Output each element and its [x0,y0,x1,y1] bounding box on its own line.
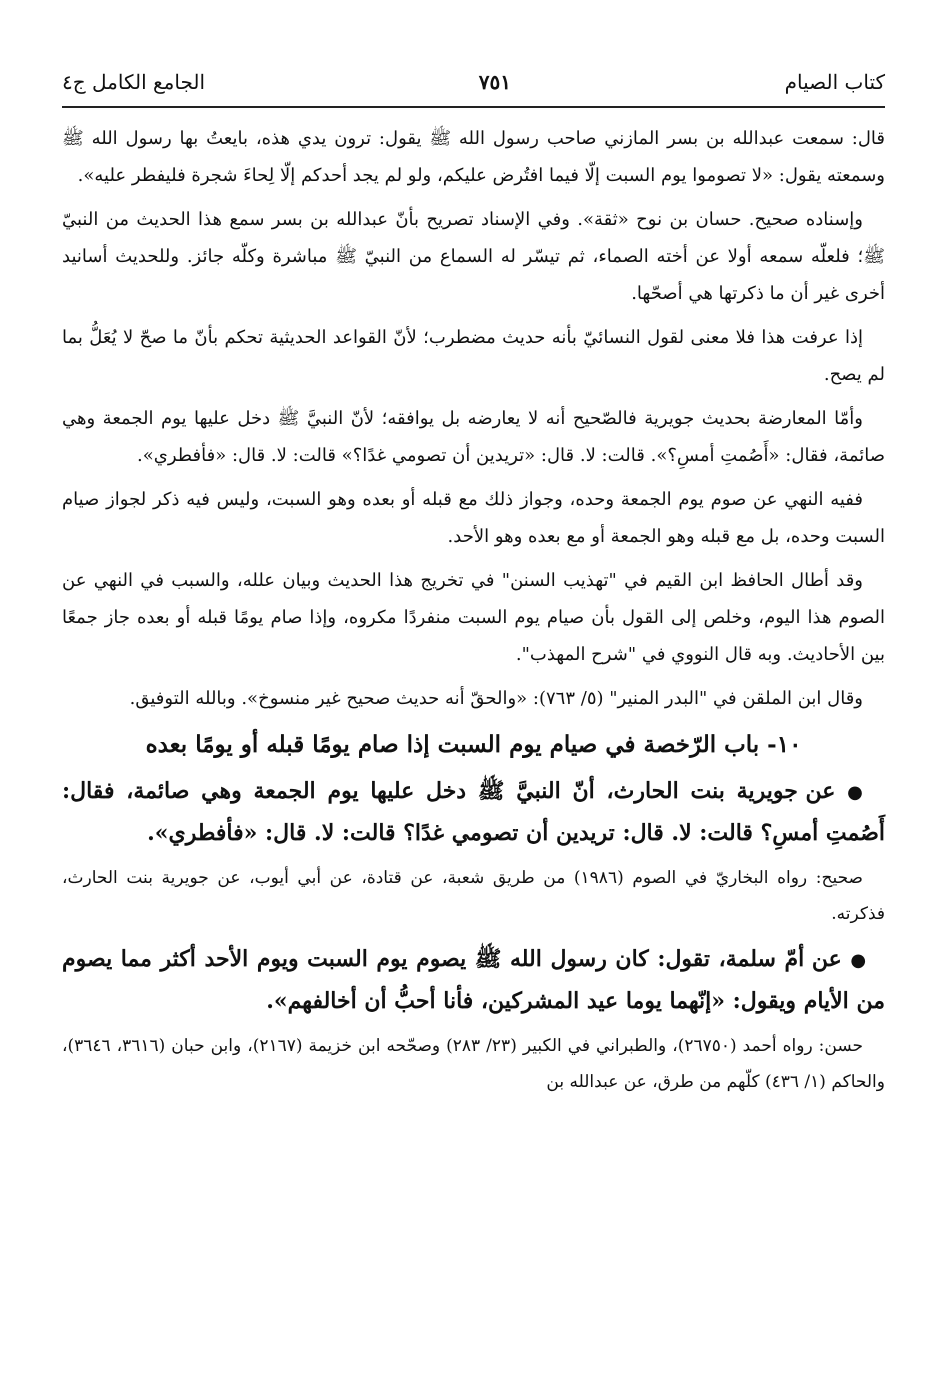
header-divider [62,106,885,108]
paragraph-ibn-qayyim: وقد أطال الحافظ ابن القيم في "تهذيب السنن" في تخريج هذا الحديث وبيان علله، والسبب في النهي عن الصوم هذا اليوم، وخلص إلى القول بأن صيام يوم السبت منفردًا مكروه، وإذا صام يومًا قبله أو بعده جاز جمعًا بين الأحاديث. وبه قال النووي في "شرح المهذب". [62,570,885,665]
hadith-juwayriya-text: عن جويرية بنت الحارث، أنّ النبيَّ ﷺ دخل عليها يوم الجمعة وهي صائمة، فقال: أَصُمتِ أمسِ؟ قالت: لا. قال: تريدين أن تصومي غدًا؟ قالت: لا. قال: «فأفطري». [62,778,885,846]
hadith-umm-salama-text: عن أمّ سلمة، تقول: كان رسول الله ﷺ يصوم يوم السبت ويوم الأحد أكثر مما يصوم من الأيام ويقول: «إنّهما يوما عيد المشركين، فأنا أحبُّ أن أخالفهم». [62,946,885,1014]
page-number: ٧٥١ [478,70,511,94]
chapter-heading: ١٠- باب الرّخصة في صيام يوم السبت إذا صام يومًا قبله أو يومًا بعده [145,731,802,758]
hadith-juwayriya [62,771,885,853]
header-volume-title: الجامع الكامل ج٤ [62,70,206,94]
paragraph-isnad: وإسناده صحيح. حسان بن نوح «ثقة». وفي الإسناد تصريح بأنّ عبدالله بن بسر سمع هذا الحديث من النبيّ ﷺ؛ فلعلّه سمعه أولا عن أخته الصماء، ثم تيسّر له السماع من النبيّ ﷺ مباشرة وكلّه جائز. وللحديث أسانيد أخرى غير أن ما ذكرتها هي أصحّها. [62,209,885,304]
hadith-umm-salama [62,939,885,1021]
bullet-icon: ● [850,950,867,971]
paragraph-hadith-text: قال: سمعت عبدالله بن بسر المازني صاحب رسول الله ﷺ يقول: ترون يدي هذه، بايعتُ بها رسول الله ﷺ وسمعته يقول: «لا تصوموا يوم السبت إلّا فيما افتُرض عليكم، ولو لم يجد أحدكم إلّا لِحاءَ شجرة فليفطر عليه». [62,128,885,186]
paragraph-nasai: إذا عرفت هذا فلا معنى لقول النسائيّ بأنه حديث مضطرب؛ لأنّ القواعد الحديثية تحكم بأنّ ما صحّ لا يُعَلُّ بما لم يصح. [62,327,885,385]
bullet-icon: ● [847,782,867,803]
paragraph-juwayriya: وأمّا المعارضة بحديث جويرية فالصّحيح أنه لا يعارضه بل يوافقه؛ لأنّ النبيَّ ﷺ دخل عليها يوم الجمعة وهي صائمة، فقال: «أَصُمتِ أمسِ؟». قالت: لا. قال: «تريدين أن تصومي غدًا؟» قالت: لا. قال: «فأفطري». [62,408,885,466]
running-header [62,62,885,96]
takhrij-note-bukhari: صحيح: رواه البخاريّ في الصوم (١٩٨٦) من طريق شعبة، عن قتادة، عن أبي أيوب، عن جويرية بنت الحارث، فذكرته. [62,868,885,924]
paragraph-ibn-mulaqqin: وقال ابن الملقن في "البدر المنير" (٥/ ٧٦٣): «والحقّ أنه حديث صحيح غير منسوخ». وبالله التوفيق. [129,688,863,709]
paragraph-prohibition: ففيه النهي عن صوم يوم الجمعة وحده، وجواز ذلك مع قبله أو بعده وهو السبت، وليس فيه ذكر لجواز صيام السبت وحده، بل مع قبله وهو الجمعة أو مع بعده وهو الأحد. [62,489,885,547]
takhrij-note-ahmad: حسن: رواه أحمد (٢٦٧٥٠)، والطبراني في الكبير (٢٣/ ٢٨٣) وصحّحه ابن خزيمة (٢١٦٧)، وابن حبان (٣٦١٦، ٣٦٤٦)، والحاكم (١/ ٤٣٦) كلّهم من طرق، عن عبدالله بن [62,1036,885,1092]
header-book-title: كتاب الصيام [784,70,885,94]
page-content [62,120,885,1107]
